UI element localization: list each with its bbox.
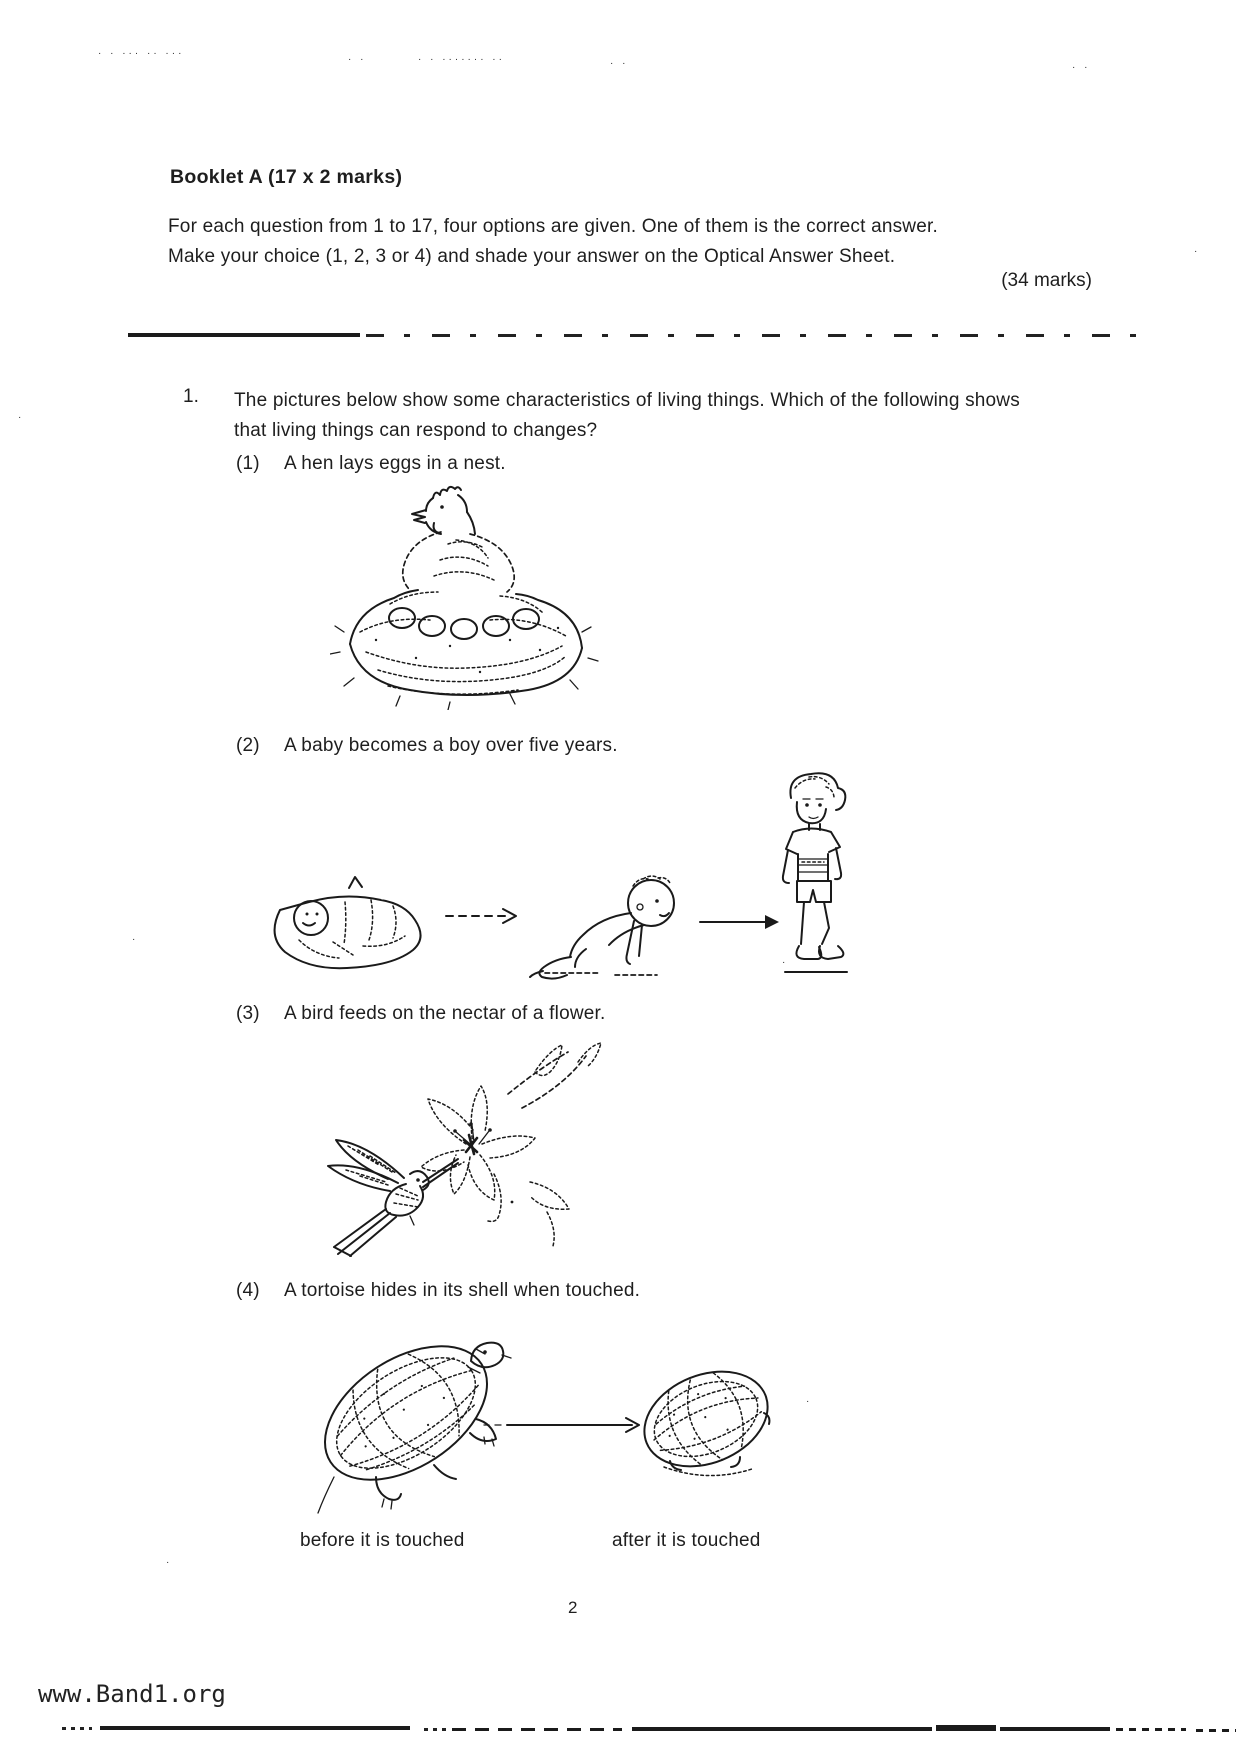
- footer-scan-line: [452, 1728, 622, 1731]
- scan-speck: · ·: [610, 58, 629, 69]
- question-text: The pictures below show some characteristics of living things. Which of the following shows that living things can respond to changes?: [234, 390, 1020, 441]
- option-3-label: (3): [236, 1003, 260, 1024]
- footer-scan-line: [62, 1727, 92, 1730]
- option-1-text: A hen lays eggs in a nest.: [284, 453, 506, 474]
- option-4: [236, 1280, 640, 1302]
- instructions-line-2: Make your choice (1, 2, 3 or 4) and shade your answer on the Optical Answer Sheet.: [168, 246, 896, 267]
- footer-scan-line: [632, 1727, 932, 1731]
- option-3-text: A bird feeds on the nectar of a flower.: [284, 1003, 606, 1024]
- scan-speck: ·: [132, 934, 139, 945]
- hen-on-nest-illustration: [330, 482, 600, 710]
- option-4-label: (4): [236, 1280, 260, 1301]
- instructions-line-1: For each question from 1 to 17, four options are given. One of them is the correct answer.: [168, 216, 938, 237]
- scan-speck: · ·: [348, 54, 367, 65]
- marks-total: (34 marks): [1001, 270, 1092, 291]
- nest-figure: [330, 590, 598, 710]
- scan-speck: · · ······· ··: [418, 54, 505, 65]
- baby-growth-sequence-illustration: [253, 760, 853, 982]
- option-1: [236, 453, 506, 475]
- scan-speck: ·: [18, 412, 25, 423]
- scan-speck: · ·: [1072, 62, 1091, 73]
- scan-speck: ·: [166, 1557, 173, 1568]
- tortoise-out-figure: [301, 1319, 511, 1513]
- hummingbird-figure: [328, 1140, 458, 1256]
- scan-speck: ·: [1194, 246, 1201, 257]
- separator-line-dashed: [366, 334, 1136, 337]
- footer-scan-line: [100, 1726, 410, 1730]
- crawling-baby-figure: [530, 876, 674, 979]
- footer-scan-line: [936, 1725, 996, 1731]
- swaddled-baby-figure: [275, 877, 421, 968]
- footer-scan-line: [1000, 1727, 1110, 1731]
- footer-scan-line: [424, 1728, 446, 1731]
- touch-arrow: [484, 1418, 639, 1432]
- caption-before-touched: before it is touched: [300, 1530, 465, 1551]
- solid-growth-arrow: [700, 915, 779, 929]
- bird-feeding-on-flower-illustration: [298, 1032, 613, 1267]
- tortoise-before-after-illustration: [278, 1315, 968, 1527]
- booklet-title: Booklet A (17 x 2 marks): [170, 166, 403, 188]
- option-4-text: A tortoise hides in its shell when touched.: [284, 1280, 641, 1301]
- option-2-label: (2): [236, 735, 260, 756]
- hen-figure: [403, 487, 514, 592]
- dashed-growth-arrow: [446, 909, 516, 923]
- standing-boy-figure: [783, 773, 847, 972]
- scan-speck: ·: [782, 957, 789, 968]
- option-2-text: A baby becomes a boy over five years.: [284, 735, 618, 756]
- question-number: 1.: [183, 386, 199, 407]
- tortoise-hidden-figure: [630, 1354, 782, 1484]
- flower-figure: [421, 1043, 601, 1246]
- footer-url: www.Band1.org: [38, 1680, 226, 1708]
- separator-line-solid: [128, 333, 360, 337]
- page-number: 2: [568, 1598, 578, 1617]
- footer-scan-line: [1196, 1729, 1236, 1732]
- scan-speck: · · ··· ·· ···: [98, 48, 185, 59]
- footer-scan-line: [1116, 1728, 1186, 1731]
- scan-speck: ·: [806, 1396, 813, 1407]
- option-2: [236, 735, 618, 757]
- option-1-label: (1): [236, 453, 260, 474]
- caption-after-touched: after it is touched: [612, 1530, 761, 1551]
- option-3: [236, 1003, 606, 1025]
